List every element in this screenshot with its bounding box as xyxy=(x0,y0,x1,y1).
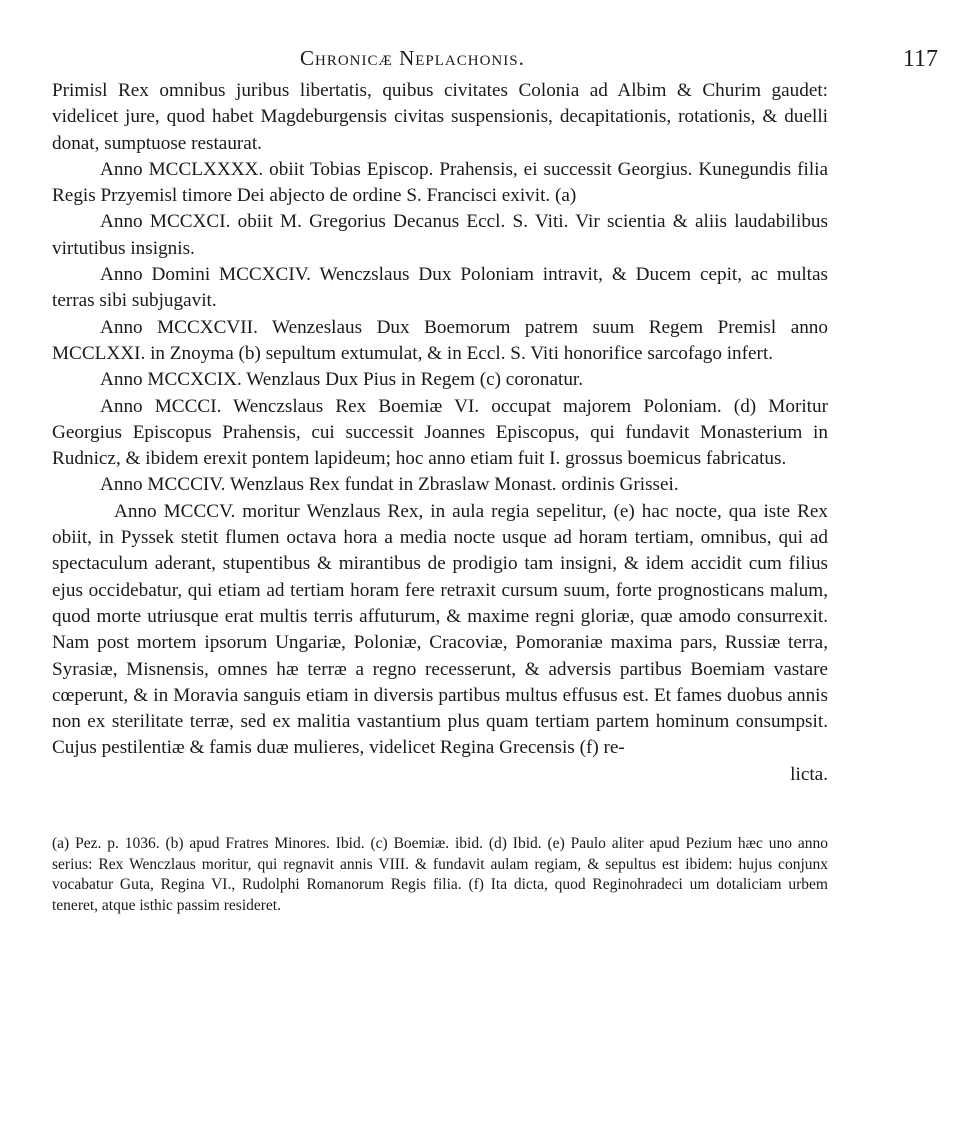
paragraph-5: Anno MCCXCVII. Wenzeslaus Dux Boemorum patrem suum Regem Premisl anno MCCLXXI. in Znoyma (b) sepultum extumulat, & in Eccl. S. Viti honorifice sarcofago infert. xyxy=(52,316,828,364)
body-text xyxy=(52,78,828,788)
paragraph-4: Anno Domini MCCXCIV. Wenczslaus Dux Poloniam intravit, & Ducem cepit, ac multas terras sibi subjugavit. xyxy=(52,264,828,312)
page-number: 117 xyxy=(902,46,938,72)
paragraph-9-end: licta. xyxy=(790,763,828,785)
running-head xyxy=(52,38,938,78)
footnotes xyxy=(52,834,828,916)
paragraph-2: Anno MCCLXXXX. obiit Tobias Episcop. Prahensis, ei successit Georgius. Kunegundis filia Regis Przyemisl timore Dei abjecto de ordine S. Francisci exivit. (a) xyxy=(52,158,828,207)
paragraph-1: Primisl Rex omnibus juribus libertatis, quibus civitates Colonia ad Albim & Churim gaudet: videlicet jure, quod habet Magdeburgensis civitas suspensionis, decapitationis, rotationis, & duelli donat, sumptuose restaurat. xyxy=(52,80,828,154)
paragraph-6: Anno MCCXCIX. Wenzlaus Dux Pius in Regem (c) coronatur. xyxy=(100,369,584,391)
paragraph-7: Anno MCCCI. Wenczslaus Rex Boemiæ VI. occupat majorem Poloniam. (d) Moritur Georgius Episcopus Prahensis, cui successit Joannes Episcopus, qui fundavit Monasterium in Rudnicz, & ibidem erexit pontem lapideum; hoc anno etiam fuit I. grossus boemicus fabricatus. xyxy=(52,395,828,470)
paragraph-9: Anno MCCCV. moritur Wenzlaus Rex, in aula regia sepelitur, (e) hac nocte, qua iste Rex obiit, in Pyssek stetit flumen octava hora a media nocte usque ad horam tertiam, omnibus, qui ad spectaculum aderant, stupentibus & mirantibus de prodigio tam insigni, & idem accidit cum filius ejus occidebatur, qui etiam ad tertiam horam fere retraxit cursum suum, forte prognosticans malum, quod morte utriusque erat multis terris affuturum, & maxime regni gloriæ, quæ amodo consurrexit. Nam post mortem ipsorum Ungariæ, Poloniæ, Cracoviæ, Pomoraniæ maxima pars, Russiæ terra, Syrasiæ, Misnensis, omnes hæ terræ a regno recesserunt, & adversis partibus Boemiam vastare cœperunt, & in Moravia sanguis etiam in diversis partibus multus effusus est. Et fames duobus annis non ex sterilitate terræ, sed ex malitia vastantium plus quam tertiam partem hominum consumpsit. Cujus pestilentiæ & famis duæ mulieres, videlicet Regina Grecensis (f) re- xyxy=(52,500,828,759)
footnote-text: (a) Pez. p. 1036. (b) apud Fratres Minores. Ibid. (c) Boemiæ. ibid. (d) Ibid. (e) Paulo aliter apud Pezium hæc uno anno serius: Rex Wenczlaus moritur, qui regnavit annis VIII. & fundavit aulam regiam, & sepultus est ibidem: hujus conjunx vocabatur Guta, Regina VI., Rudolphi Romanorum Regis filia. (f) Ita dicta, quod Reginohradeci um dotaliciam urbem teneret, atque isthic passim resideret. xyxy=(52,835,828,914)
running-title: Chronicæ Neplachonis. xyxy=(300,46,525,70)
paragraph-8: Anno MCCCIV. Wenzlaus Rex fundat in Zbraslaw Monast. ordinis Grissei. xyxy=(100,474,679,496)
paragraph-3: Anno MCCXCI. obiit M. Gregorius Decanus Eccl. S. Viti. Vir scientia & aliis laudabilibus virtutibus insignis. xyxy=(52,211,828,259)
